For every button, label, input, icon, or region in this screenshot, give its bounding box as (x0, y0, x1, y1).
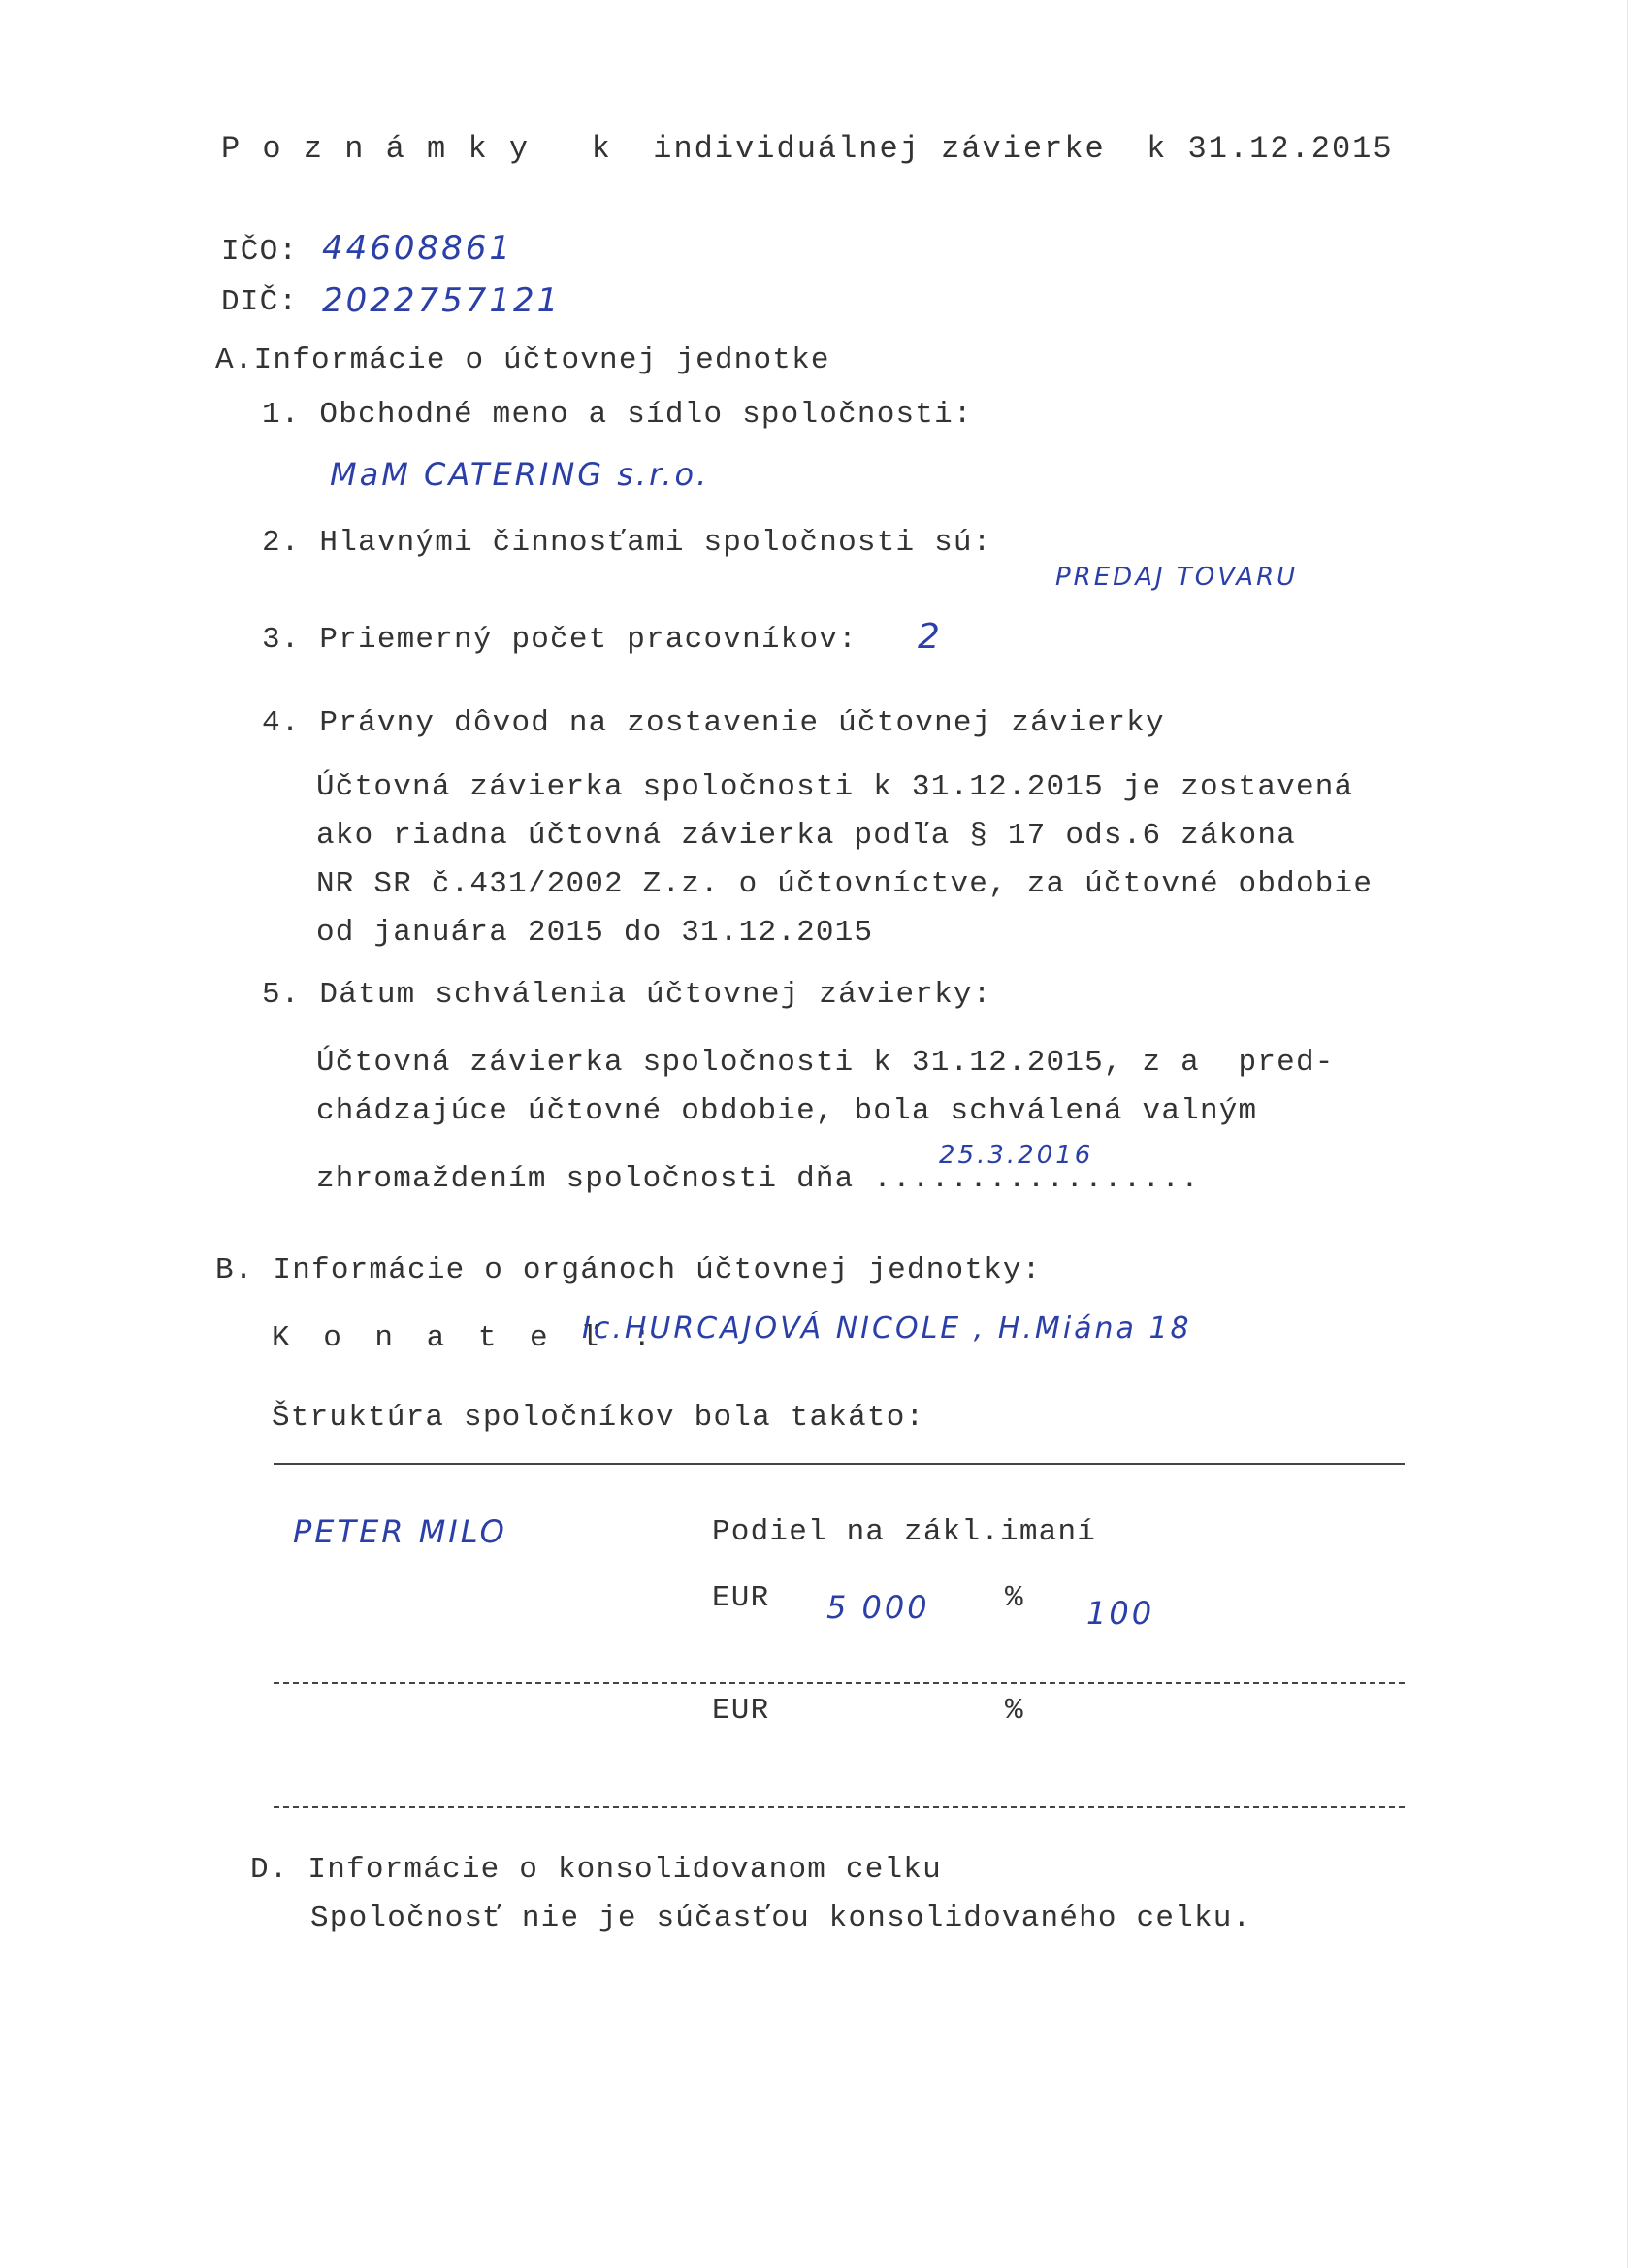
item3-value: 2 (918, 617, 943, 657)
item5-line-1: Účtovná závierka spoločnosti k 31.12.2015, z a pred- (316, 1046, 1335, 1080)
item1-value: MaM CATERING s.r.o. (330, 456, 710, 493)
item4-line-1: Účtovná závierka spoločnosti k 31.12.2015 je zostavená (316, 770, 1354, 804)
item4-line-2: ako riadna účtovná závierka podľa § 17 ods.6 zákona (316, 819, 1296, 853)
section-d-text: Spoločnosť nie je súčasťou konsolidovaného celku. (310, 1901, 1252, 1935)
item1-label: 1. Obchodné meno a sídlo spoločnosti: (262, 398, 973, 432)
scan-edge (1627, 0, 1628, 2268)
ico-value: 44608861 (322, 229, 514, 268)
konatel-value: Ic.HURCAJOVÁ NICOLE , H.Miána 18 (582, 1312, 1192, 1345)
table-bottom-rule (274, 1806, 1405, 1808)
partner-name: PETER MILO (293, 1513, 507, 1550)
table-top-rule (274, 1463, 1405, 1465)
item5-label: 5. Dátum schválenia účtovnej závierky: (262, 978, 992, 1012)
item4-label: 4. Právny dôvod na zostavenie účtovnej závierky (262, 706, 1165, 740)
section-d-heading: D. Informácie o konsolidovanom celku (250, 1853, 942, 1887)
dic-label: DIČ: (221, 285, 299, 319)
item4-line-3: NR SR č.431/2002 Z.z. o účtovníctve, za účtovné obdobie (316, 867, 1374, 901)
table-middle-rule (274, 1682, 1405, 1684)
section-b-heading: B. Informácie o orgánoch účtovnej jednotky: (215, 1253, 1042, 1287)
section-a-heading: A.Informácie o účtovnej jednotke (215, 343, 830, 377)
percent-value: 100 (1086, 1595, 1155, 1632)
item2-label: 2. Hlavnými činnosťami spoločnosti sú: (262, 526, 992, 560)
item4-line-4: od januára 2015 do 31.12.2015 (316, 916, 874, 950)
item2-value: PREDAJ TOVARU (1055, 563, 1299, 592)
eur-value: 5 000 (826, 1589, 930, 1626)
percent-label-2: % (1005, 1694, 1024, 1728)
item3-label: 3. Priemerný počet pracovníkov: (262, 623, 857, 657)
percent-label: % (1005, 1581, 1024, 1615)
struktura-label: Štruktúra spoločníkov bola takáto: (272, 1401, 925, 1435)
ico-label: IČO: (221, 235, 299, 269)
konatel-label: K o n a t e ľ : (272, 1321, 660, 1355)
eur-label: EUR (712, 1581, 770, 1615)
item5-line-2: chádzajúce účtovné obdobie, bola schválená valným (316, 1094, 1258, 1128)
dic-value: 2022757121 (322, 281, 562, 320)
podiel-label: Podiel na zákl.imaní (712, 1515, 1097, 1549)
item5-date: 25.3.2016 (939, 1141, 1094, 1170)
document-title: P o z n á m k y k individuálnej závierke k 31.12.2015 (221, 131, 1394, 167)
item5-line-3: zhromaždením spoločnosti dňa ................. (316, 1162, 1200, 1196)
eur-label-2: EUR (712, 1694, 770, 1728)
